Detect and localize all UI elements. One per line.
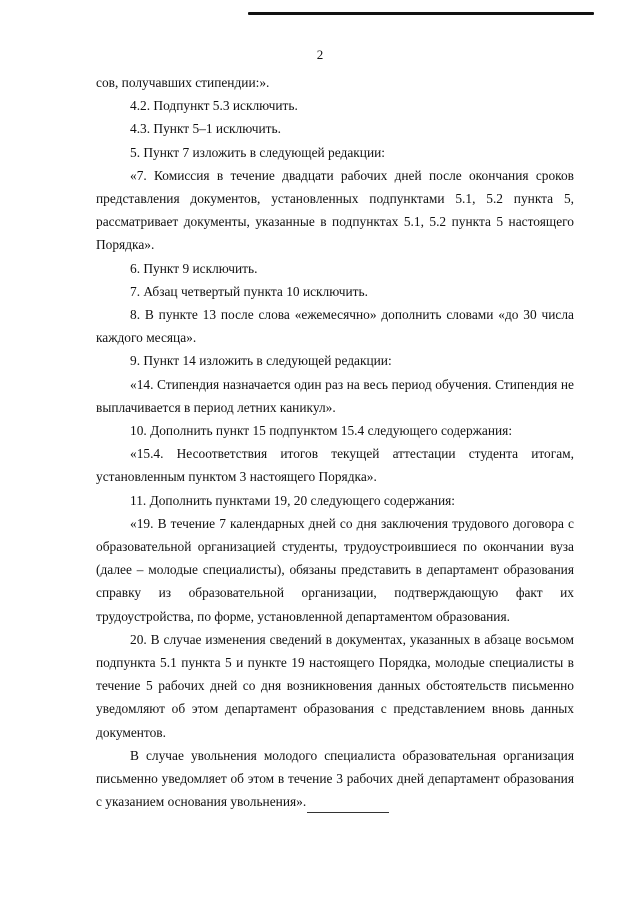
paragraph-4-2: 4.2. Подпункт 5.3 исключить.: [130, 98, 298, 114]
paragraph-10: 10. Дополнить пункт 15 подпунктом 15.4 следующего содержания:: [130, 423, 513, 439]
paragraph-9: 9. Пункт 14 изложить в следующей редакции:: [130, 353, 392, 369]
end-rule: [307, 812, 389, 813]
top-rule: [248, 12, 594, 15]
paragraph-7: 7. Абзац четвертый пункта 10 исключить.: [130, 283, 368, 299]
paragraph-continuation: сов, получавших стипендии:».: [96, 75, 270, 90]
page-number: 2: [316, 47, 324, 62]
paragraph-11-quote-19: «19. В течение 7 календарных дней со дня заключения трудового договора с образовательной организацией студенты, трудоустроившиеся по окончании вуза (далее – молодые специалисты), обязаны представить в департамент образования справку из образовательной организации, подтверждающую факт их трудоустройства, по форме, установленной департаментом образования.: [96, 515, 574, 624]
paragraph-5: 5. Пункт 7 изложить в следующей редакции:: [130, 144, 386, 160]
paragraph-8: 8. В пункте 13 после слова «ежемесячно» дополнить словами «до 30 числа каждого месяца».: [96, 307, 574, 346]
paragraph-10-quote: «15.4. Несоответствия итогов текущей аттестации студента итогам, установленным пунктом 3 настоящего Порядка».: [96, 446, 574, 485]
paragraph-11-quote-dismissal: В случае увольнения молодого специалиста образовательная организация письменно уведомляет об этом в течение 3 рабочих дней департамент образования с указанием основания увольнения».: [96, 747, 574, 810]
paragraph-6: 6. Пункт 9 исключить.: [130, 260, 258, 276]
paragraph-11: 11. Дополнить пунктами 19, 20 следующего содержания:: [130, 492, 456, 508]
paragraph-5-quote: «7. Комиссия в течение двадцати рабочих дней после окончания сроков представления документов, установленных подпунктами 5.1, 5.2 пункта 5, рассматривает документы, указанные в подпунктах 5.1, 5.2 пункта 5 настоящего Порядка».: [96, 167, 574, 253]
document-body: [96, 71, 574, 814]
paragraph-4-3: 4.3. Пункт 5–1 исключить.: [130, 121, 281, 137]
paragraph-9-quote: «14. Стипендия назначается один раз на весь период обучения. Стипендия не выплачивается в период летних каникул».: [96, 376, 574, 415]
paragraph-11-quote-20: 20. В случае изменения сведений в документах, указанных в абзаце восьмом подпункта 5.1 пункта 5 и пункте 19 настоящего Порядка, молодые специалисты в течение 5 рабочих дней со дня возникновения данных обстоятельств письменно уведомляют об этом департамент образования с представлением вновь данных документов.: [96, 631, 574, 740]
